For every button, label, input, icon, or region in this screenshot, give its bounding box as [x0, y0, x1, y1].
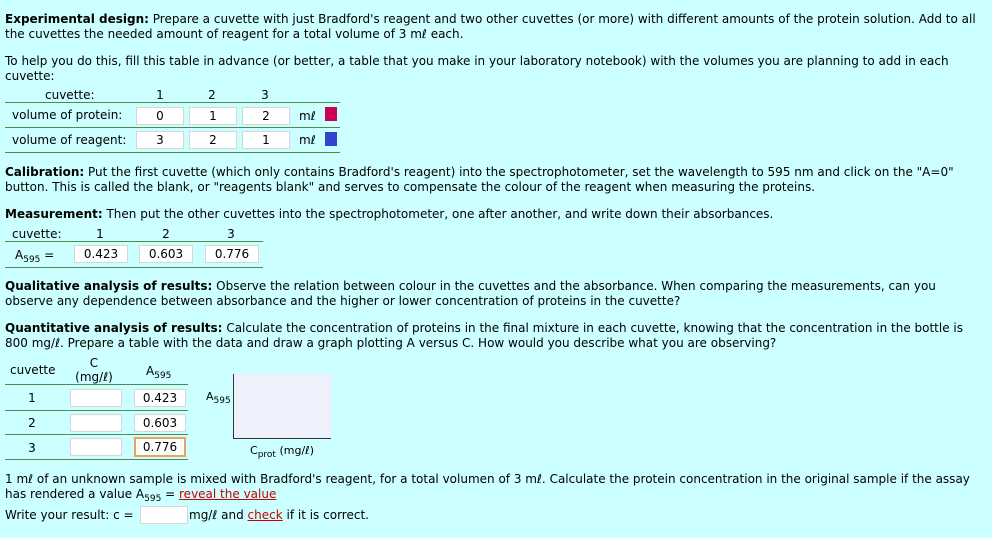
- measurement-absorbance-label: $A_{595}$ =: [15, 248, 55, 265]
- result-unit: mg/ℓ and: [189, 508, 244, 522]
- check-link[interactable]: check: [247, 508, 283, 522]
- measurement-text: Then put the other cuvettes into the spectrophotometer, one after another, and write down their absorbances.: [106, 207, 774, 221]
- calibration-text: Put the first cuvette (which only contains Bradford's reagent) into the spectrophotometer, set the wavelength to 595 nm and click on the "A=0" button. This is called the blank, or "reagents blank" and serves to compensate the colour of the reagent when measuring the proteins.: [5, 165, 954, 194]
- absorbance-value-cuvette-1: 0.423: [134, 389, 186, 407]
- reagent-volume-label: volume of reagent:: [12, 133, 127, 147]
- measurement-heading: Measurement:: [5, 207, 103, 221]
- qualitative-paragraph: [5, 279, 987, 309]
- absorbance-cuvette-3: 0.776: [205, 245, 259, 263]
- unknown-sample-text: 1 mℓ of an unknown sample is mixed with Bradford's reagent, for a total volumen of 3 mℓ. Calculate the protein concentration in the original sample if the assay has rendered a value A: [5, 472, 970, 501]
- reagent-volume-cuvette-2[interactable]: 2: [189, 131, 237, 149]
- concentration-input-cuvette-1[interactable]: [70, 389, 122, 407]
- volume-cuvette-number: 1: [156, 88, 164, 102]
- absorbance-value-cuvette-2: 0.603: [134, 414, 186, 432]
- concentration-input-cuvette-2[interactable]: [70, 414, 122, 432]
- concentration-table-row-rule: [5, 434, 188, 435]
- measurement-bottom-rule: [5, 267, 263, 268]
- column-header-absorbance: $A_{595}$: [146, 364, 172, 381]
- volume-table-header-rule: [5, 102, 340, 103]
- volume-cuvette-label: cuvette:: [45, 88, 95, 102]
- measurement-paragraph: [5, 207, 987, 222]
- concentration-table-row-rule: [5, 410, 188, 411]
- graph-x-axis-label: $C_{prot}$ (mg/ℓ): [250, 444, 314, 460]
- reagent-volume-unit: mℓ: [299, 133, 316, 147]
- concentration-input-cuvette-3[interactable]: [70, 438, 122, 456]
- reagent-color-swatch: [325, 132, 337, 146]
- protein-volume-label: volume of protein:: [12, 108, 123, 122]
- quantitative-text: Calculate the concentration of proteins in the final mixture in each cuvette, knowing that the concentration in the bottle is 800 mg/ℓ. Prepare a table with the data and draw a graph plotting A versus C. How would you describe what you are observing?: [5, 321, 963, 350]
- help-text: To help you do this, fill this table in advance (or better, a table that you make in your laboratory notebook) with the volumes you are planning to add in each cuvette:: [5, 54, 949, 83]
- concentration-table-header-rule: [5, 384, 188, 385]
- calibration-paragraph: [5, 165, 987, 195]
- experimental-design-heading: Experimental design:: [5, 12, 149, 26]
- unknown-sample-subscript: 595: [144, 494, 162, 504]
- row-cuvette-number: 1: [28, 391, 36, 405]
- measurement-header-rule: [5, 241, 263, 242]
- protein-volume-cuvette-2[interactable]: 1: [189, 107, 237, 125]
- result-row: [5, 507, 134, 525]
- absorbance-value-cuvette-3[interactable]: 0.776: [134, 437, 186, 457]
- concentration-table-bottom-rule: [5, 459, 188, 460]
- result-concentration-input[interactable]: [140, 506, 188, 524]
- column-header-concentration: C (mg/ℓ): [75, 356, 113, 384]
- row-cuvette-number: 2: [28, 416, 36, 430]
- measurement-cuvette-number: 1: [96, 227, 104, 241]
- volume-table-row-rule: [5, 127, 340, 128]
- measurement-cuvette-label: cuvette:: [12, 227, 62, 241]
- reagent-volume-cuvette-1[interactable]: 3: [136, 131, 184, 149]
- result-suffix: if it is correct.: [286, 508, 369, 522]
- result-prefix: Write your result: c =: [5, 508, 134, 522]
- volume-table-bottom-rule: [5, 152, 340, 153]
- protein-volume-cuvette-1[interactable]: 0: [136, 107, 184, 125]
- qualitative-text: Observe the relation between colour in the cuvettes and the absorbance. When comparing the measurements, can you observe any dependence between absorbance and the higher or lower concentration of proteins in the cuvette?: [5, 279, 936, 308]
- experimental-design-text: Prepare a cuvette with just Bradford's reagent and two other cuvettes (or more) with different amounts of the protein solution. Add to all the cuvettes the needed amount of reagent for a total volume of 3 mℓ each.: [5, 12, 976, 41]
- unknown-sample-equals: =: [161, 487, 180, 501]
- unknown-sample-paragraph: [5, 472, 987, 507]
- absorbance-cuvette-1: 0.423: [74, 245, 128, 263]
- protein-color-swatch: [325, 107, 337, 121]
- qualitative-heading: Qualitative analysis of results:: [5, 279, 213, 293]
- volume-cuvette-number: 3: [261, 88, 269, 102]
- protein-volume-unit: mℓ: [299, 109, 316, 123]
- result-suffix-row: [189, 507, 369, 525]
- experimental-design-paragraph: [5, 12, 987, 42]
- measurement-cuvette-number: 2: [162, 227, 170, 241]
- measurement-cuvette-number: 3: [227, 227, 235, 241]
- column-header-cuvette: cuvette: [10, 363, 56, 377]
- reagent-volume-cuvette-3[interactable]: 1: [242, 131, 290, 149]
- graph-y-axis-label: $A_{595}$: [206, 390, 231, 406]
- graph-plot-area: [233, 374, 331, 439]
- absorbance-cuvette-2: 0.603: [139, 245, 193, 263]
- reveal-value-link[interactable]: reveal the value: [179, 487, 277, 501]
- volume-cuvette-number: 2: [208, 88, 216, 102]
- row-cuvette-number: 3: [28, 441, 36, 455]
- protein-volume-cuvette-3[interactable]: 2: [242, 107, 290, 125]
- quantitative-paragraph: [5, 321, 987, 351]
- quantitative-heading: Quantitative analysis of results:: [5, 321, 223, 335]
- calibration-heading: Calibration:: [5, 165, 85, 179]
